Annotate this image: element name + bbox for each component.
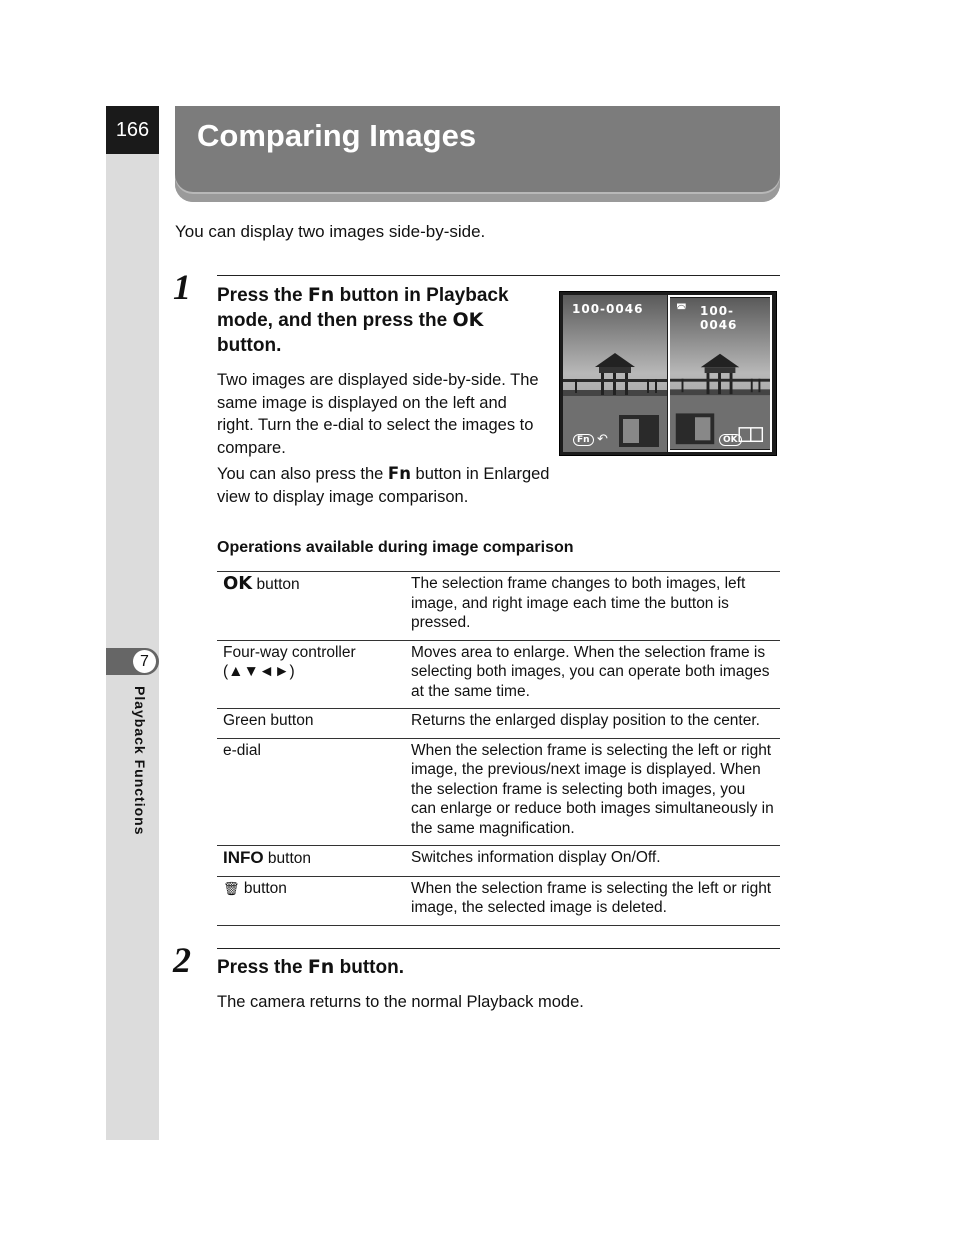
operations-heading: Operations available during image comparison	[217, 539, 574, 556]
row-description: Moves area to enlarge. When the selection frame is selecting both images, you can operate both images at the same time.	[397, 640, 780, 709]
row-key: 🗑 button	[217, 876, 397, 925]
table-row	[217, 572, 780, 641]
dial-icon: ◚	[676, 303, 687, 315]
return-icon: ↶	[597, 431, 608, 446]
row-description: The selection frame changes to both images, left image, and right image each time the button is pressed.	[397, 572, 780, 641]
row-key: e-dial	[217, 738, 397, 846]
row-key: Four-way controller (▲▼◄►)	[217, 640, 397, 709]
table-row	[217, 640, 780, 709]
left-file-number: 100-0046	[572, 302, 644, 316]
row-description: Returns the enlarged display position to the center.	[397, 709, 780, 739]
step-2-number: 2	[173, 940, 191, 980]
right-file-number: 100-0046	[700, 304, 738, 332]
info-glyph: INFO	[223, 848, 264, 867]
intro-text: You can display two images side-by-side.	[175, 222, 486, 241]
row-key: Green button	[217, 709, 397, 739]
operations-table	[217, 571, 780, 926]
step-1-paragraph-1: Two images are displayed side-by-side. The same image is displayed on the left and right. Turn the e-dial to select the images to compare.	[217, 371, 539, 457]
step-2-rule	[217, 948, 780, 949]
ok-icon: OK	[719, 434, 742, 446]
step-2-paragraph: The camera returns to the normal Playback mode.	[217, 993, 584, 1011]
step-1-rule	[217, 275, 780, 276]
page-title: Comparing Images	[197, 118, 477, 153]
step-2-heading: Press the Fn button.	[217, 956, 404, 978]
chapter-label: Playback Functions	[132, 686, 148, 836]
left-pier-photo	[563, 295, 667, 452]
left-image-pane	[563, 295, 667, 452]
table-row	[217, 846, 780, 877]
trash-icon: 🗑	[223, 880, 240, 896]
row-key: OK button	[217, 572, 397, 641]
row-key: INFO button	[217, 846, 397, 877]
camera-screen-illustration	[559, 291, 777, 456]
ok-glyph: OK	[223, 573, 253, 594]
step-1-paragraph-2: You can also press the Fn button in Enlarged view to display image comparison.	[217, 464, 550, 506]
row-description: When the selection frame is selecting the left or right image, the selected image is deleted.	[397, 876, 780, 925]
table-row	[217, 738, 780, 846]
fn-icon: Fn	[573, 434, 594, 446]
fn-glyph: Fn	[307, 284, 335, 306]
row-description: Switches information display On/Off.	[397, 846, 780, 877]
page-number: 166	[106, 106, 159, 154]
table-row	[217, 876, 780, 925]
row-description: When the selection frame is selecting the left or right image, the previous/next image is displayed. When the selection frame is selecting both images, you can enlarge or reduce both images simultaneously in the same magnification.	[397, 738, 780, 846]
table-row	[217, 709, 780, 739]
step-1-number: 1	[173, 267, 191, 307]
fn-glyph: Fn	[387, 464, 411, 483]
step-1-heading: Press the Fn button in Playback mode, and then press the OK button.	[217, 284, 509, 356]
right-image-pane	[668, 295, 772, 452]
ok-glyph: OK	[452, 309, 484, 331]
side-strip	[106, 106, 159, 1140]
chapter-number: 7	[133, 650, 156, 673]
fn-glyph: Fn	[307, 956, 335, 978]
